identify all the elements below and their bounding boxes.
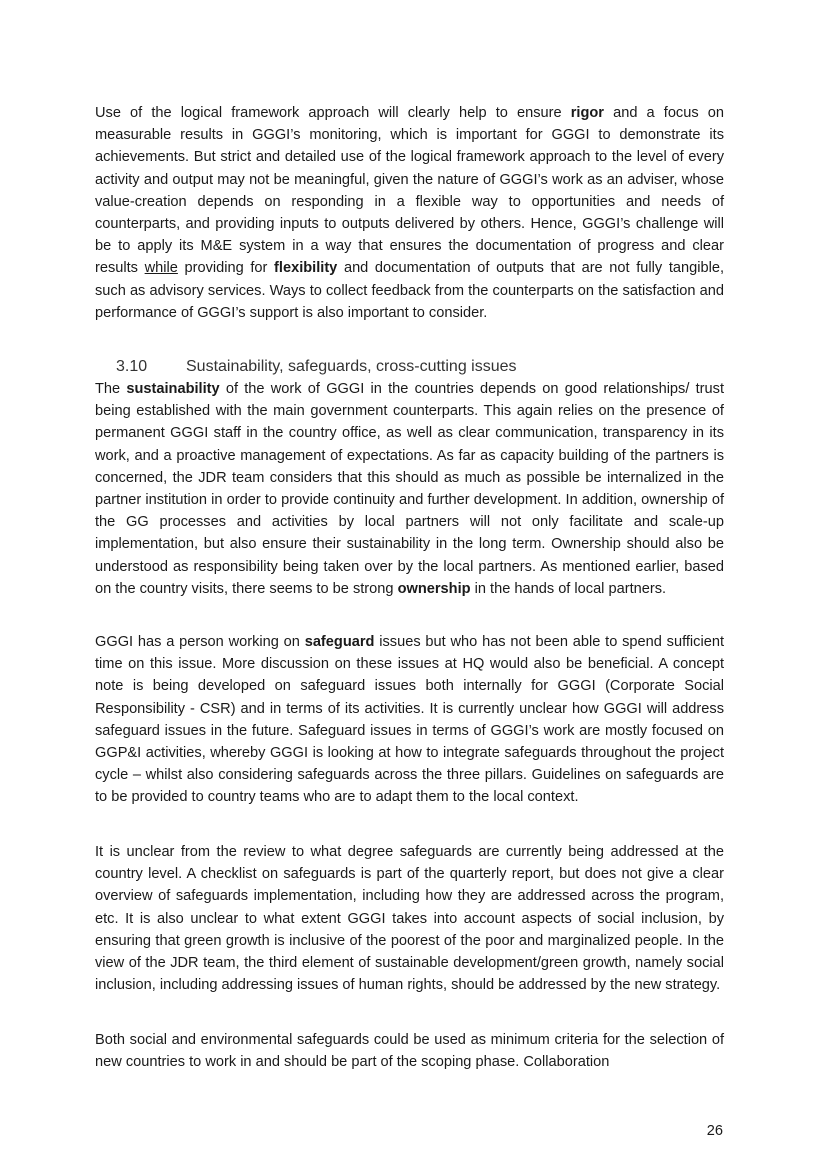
text-span: Use of the logical framework approach will clearly help to ensure [95, 105, 571, 121]
underlined-term-while: while [144, 260, 178, 277]
section-heading [116, 358, 517, 376]
paragraph-safeguard [95, 631, 724, 809]
text-span: in the hands of local partners. [470, 580, 667, 597]
text-span: providing for [177, 260, 275, 277]
paragraph-logframe [95, 102, 724, 324]
text-span: of the work of GGGI in the countries depends on good relationships/ trust being established with the main government counterparts. This again relies on the presence of permanent GGGI staff in the country office, as well as clear communication, transparency in its work, and a proactive management of expectations. As far as capacity building of the partners is concerned, the JDR team considers that this should as much as possible be internalized in the partner institution in order to provide continuity and further development. In addition, ownership of the GG processes and activities by local partners will not only facilitate and scale-up implementation, but also ensure their sustainability in the long term. Ownership should also be understood as responsibility being taken over by the local partners. As mentioned earlier, based on the country visits, there seems to be strong [95, 381, 725, 597]
page-number: 26 [706, 1123, 723, 1139]
section-number: 3.10 [116, 358, 148, 375]
bold-term-rigor: rigor [570, 105, 604, 121]
bold-term-sustainability: sustainability [126, 381, 220, 397]
text-span: GGGI has a person working on [95, 634, 305, 650]
section-title: Sustainability, safeguards, cross-cutting issues [186, 358, 517, 375]
paragraph-sustainability [95, 378, 724, 600]
text-span: The [95, 381, 127, 397]
paragraph-social-environmental: Both social and environmental safeguards could be used as minimum criteria for the selection of new countries to work in and should be part of the scoping phase. Collaboration [95, 1032, 724, 1071]
bold-term-flexibility: flexibility [274, 260, 338, 277]
bold-term-ownership: ownership [397, 580, 471, 597]
text-span: issues but who has not been able to spend sufficient time on this issue. More discussion on these issues at HQ would also be beneficial. A concept note is being developed on safeguard issues both internally for GGGI (Corporate Social Responsibility - CSR) and in terms of its activities. It is currently unclear how GGGI will address safeguard issues in the future. Safeguard issues in terms of GGGI’s work are mostly focused on GGP&I activities, whereby GGGI is looking at how to integrate safeguards throughout the project cycle – whilst also considering safeguards across the three pillars. Guidelines on safeguards are to be provided to country teams who are to adapt them to the local context. [95, 634, 724, 806]
text-span: and documentation of outputs that are not fully tangible, such as advisory services. Ways to collect feedback from the counterparts on the satisfaction and performance of GGGI’s support is also important to consider. [95, 260, 724, 321]
text-span: and a focus on measurable results in GGGI’s monitoring, which is important for GGGI to demonstrate its achievements. But strict and detailed use of the logical framework approach to the level of every activity and output may not be meaningful, given the nature of GGGI’s work as an adviser, whose value-creation depends on responding in a flexible way to opportunities and needs of counterparts, and providing inputs to outputs delivered by others. Hence, GGGI’s challenge will be to apply its M&E system in a way that ensures the documentation of progress and clear results [95, 105, 724, 277]
paragraph-country-level: It is unclear from the review to what degree safeguards are currently being addressed at the country level. A checklist on safeguards is part of the quarterly report, but does not give a clear overview of safeguards implementation, including how they are addressed across the program, etc. It is also unclear to what extent GGGI takes into account aspects of social inclusion, by ensuring that green growth is inclusive of the poorest of the poor and marginalized people. In the view of the JDR team, the third element of sustainable development/green growth, namely social inclusion, including addressing issues of human rights, should be addressed by the new strategy. [95, 844, 724, 994]
bold-term-safeguard: safeguard [304, 634, 375, 650]
